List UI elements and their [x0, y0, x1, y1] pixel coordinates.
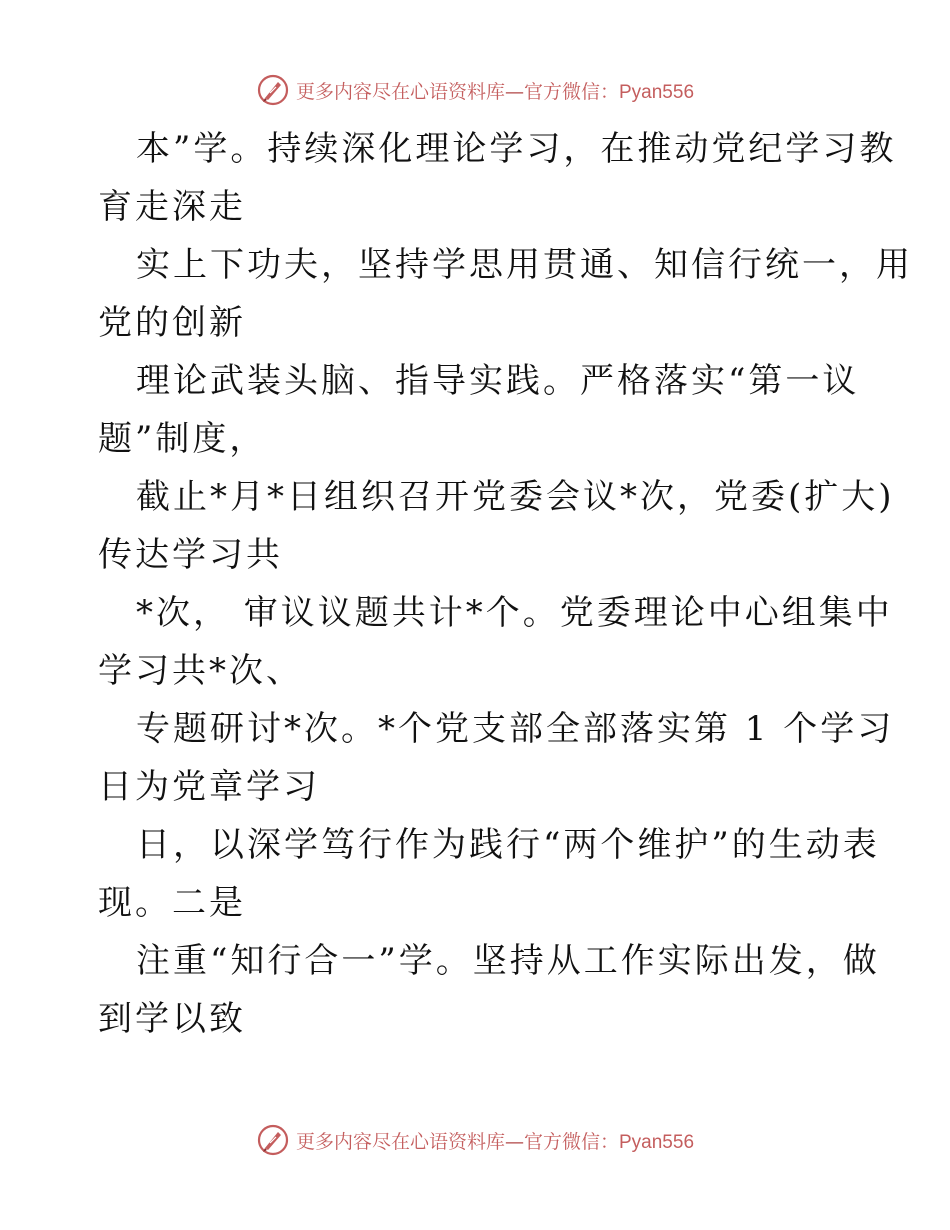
header-watermark — [0, 70, 950, 110]
body-line: 到学以致 — [98, 999, 246, 1039]
body-line: 现。二是 — [98, 883, 246, 923]
quill-pen-logo-icon — [256, 1123, 290, 1157]
watermark-separator: — — [504, 1130, 524, 1153]
body-line: 专题研讨*次。*个党支部全部落实第 1 个学习 — [136, 709, 895, 749]
body-line: 传达学习共 — [98, 535, 283, 575]
body-line: 育走深走 — [98, 187, 246, 227]
body-line: 理论武装头脑、指导实践。严格落实“第一议 — [136, 361, 860, 401]
watermark-wechat-label: 官方微信： — [523, 80, 619, 103]
body-line: 本”学。持续深化理论学习，在推动党纪学习教 — [136, 129, 897, 169]
body-line: 学习共*次、 — [98, 651, 303, 691]
watermark-wechat-id: Pyan556 — [619, 81, 695, 103]
body-line: 实上下功夫，坚持学思用贯通、知信行统一，用 — [136, 245, 913, 285]
watermark-separator: — — [504, 80, 524, 103]
document-body — [98, 120, 913, 1048]
body-line: *次， 审议议题共计*个。党委理论中心组集中 — [136, 593, 893, 633]
quill-pen-logo-icon — [256, 73, 290, 107]
watermark-text — [296, 1127, 694, 1154]
body-line: 题”制度， — [98, 419, 267, 459]
body-line: 日为党章学习 — [98, 767, 320, 807]
body-line: 注重“知行合一”学。坚持从工作实际出发，做 — [136, 941, 880, 981]
watermark-wechat-id: Pyan556 — [619, 1131, 695, 1153]
footer-watermark — [0, 1120, 950, 1160]
body-line: 日，以深学笃行作为践行“两个维护”的生动表 — [136, 825, 880, 865]
body-line: 截止*月*日组织召开党委会议*次，党委(扩大) — [136, 477, 895, 517]
watermark-brand: 更多内容尽在心语资料库 — [295, 1130, 505, 1153]
watermark-brand: 更多内容尽在心语资料库 — [295, 80, 505, 103]
watermark-text — [296, 77, 694, 104]
body-line: 党的创新 — [98, 303, 246, 343]
watermark-wechat-label: 官方微信： — [523, 1130, 619, 1153]
